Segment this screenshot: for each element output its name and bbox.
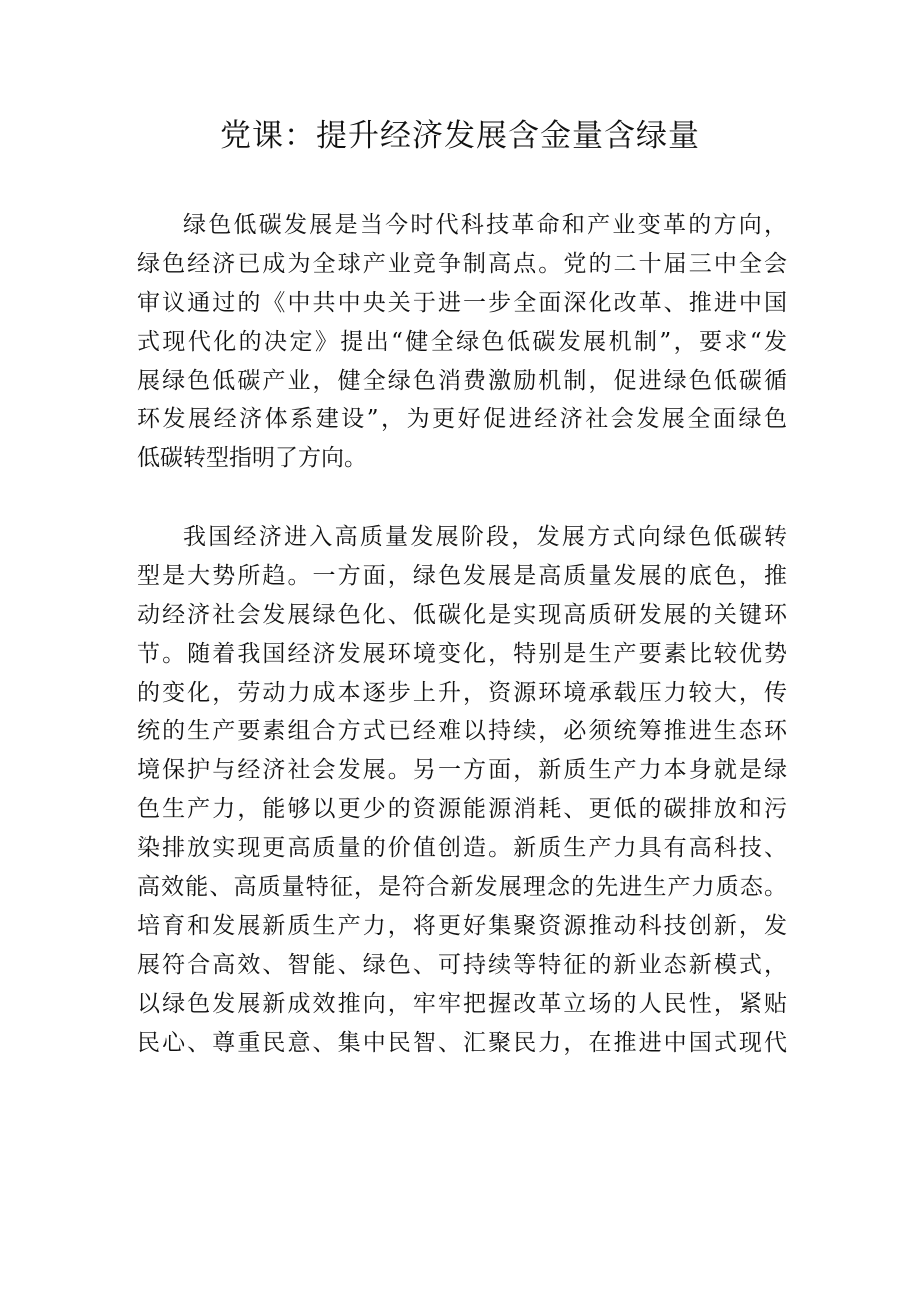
paragraph-line: 型是大势所趋。一方面，绿色发展是高质量发展的底色，推: [137, 562, 787, 589]
paragraph-line: 绿色低碳发展是当今时代科技革命和产业变革的方向，: [183, 212, 787, 238]
paragraph-line: 展符合高效、智能、绿色、可持续等特征的新业态新模式，: [137, 951, 787, 978]
paragraph-line: 民心、尊重民意、集中民智、汇聚民力，在推进中国式现代: [137, 1029, 787, 1056]
paragraph-line: 我国经济进入高质量发展阶段，发展方式向绿色低碳转: [183, 524, 787, 550]
paragraph-line: 高效能、高质量特征，是符合新发展理念的先进生产力质态。: [137, 874, 787, 901]
paragraph-line: 节。随着我国经济发展环境变化，特别是生产要素比较优势: [137, 640, 787, 667]
paragraph-line: 的变化，劳动力成本逐步上升，资源环境承载压力较大，传: [137, 679, 787, 706]
paragraph-2: [137, 518, 787, 1062]
paragraph-line: 境保护与经济社会发展。另一方面，新质生产力本身就是绿: [137, 757, 787, 784]
paragraph-line: 染排放实现更高质量的价值创造。新质生产力具有高科技、: [137, 835, 787, 862]
paragraph-line: 低碳转型指明了方向。: [137, 445, 367, 472]
paragraph-line: 绿色经济已成为全球产业竞争制高点。党的二十届三中全会: [137, 250, 787, 277]
paragraph-line: 色生产力，能够以更少的资源能源消耗、更低的碳排放和污: [137, 796, 787, 823]
paragraph-line: 以绿色发展新成效推向，牢牢把握改革立场的人民性，紧贴: [137, 990, 787, 1017]
paragraph-line: 环发展经济体系建设”，为更好促进经济社会发展全面绿色: [137, 406, 787, 433]
paragraph-line: 培育和发展新质生产力，将更好集聚资源推动科技创新，发: [137, 912, 787, 939]
paragraph-line: 式现代化的决定》提出“健全绿色低碳发展机制”，要求“发: [137, 328, 787, 355]
paragraph-line: 动经济社会发展绿色化、低碳化是实现高质研发展的关键环: [137, 601, 787, 628]
paragraph-line: 审议通过的《中共中央关于进一步全面深化改革、推进中国: [137, 289, 787, 316]
paragraph-line: 统的生产要素组合方式已经难以持续，必须统筹推进生态环: [137, 718, 787, 745]
paragraph-line: 展绿色低碳产业，健全绿色消费激励机制，促进绿色低碳循: [137, 367, 787, 394]
paragraph-1: [137, 206, 787, 478]
document-title: 党课：提升经济发展含金量含绿量: [220, 118, 700, 154]
